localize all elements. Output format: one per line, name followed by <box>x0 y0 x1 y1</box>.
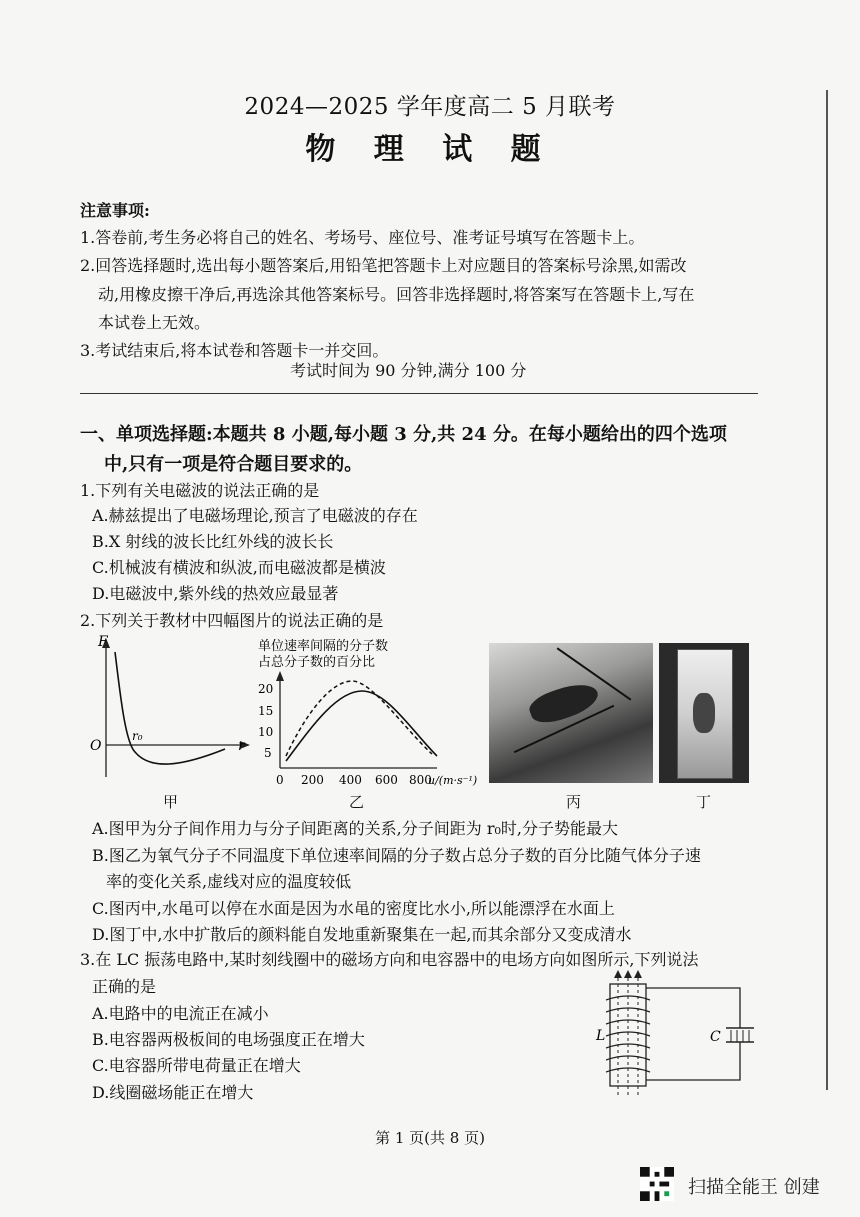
divider-rule <box>80 393 758 394</box>
fig-jia-caption: 甲 <box>163 793 179 811</box>
fig-yi-xtick-600: 600 <box>375 773 398 787</box>
q3-stem: 3.在 LC 振荡电路中,某时刻线圈中的磁场方向和电容器中的电场方向如图所示,下列说法 <box>80 950 699 969</box>
lc-label-c: C <box>710 1029 721 1045</box>
figure-lc-circuit <box>592 970 762 1100</box>
fig-yi-xtick-0: 0 <box>276 773 284 787</box>
notice-line-1: 1.答卷前,考生务必将自己的姓名、考场号、座位号、准考证号填写在答题卡上。 <box>80 228 645 247</box>
fig-yi-xlabel: u/(m·s⁻¹) <box>428 774 478 787</box>
q1-option-d: D.电磁波中,紫外线的热效应最显著 <box>92 584 339 603</box>
q1-option-a: A.赫兹提出了电磁场理论,预言了电磁波的存在 <box>92 506 418 525</box>
fig-yi-xtick-200: 200 <box>301 773 324 787</box>
fig-yi-ytick-15: 15 <box>258 704 274 718</box>
section1-heading: 一、单项选择题:本题共 8 小题,每小题 3 分,共 24 分。在每小题给出的四个选项 <box>80 424 727 445</box>
fig-yi-xtick-400: 400 <box>339 773 362 787</box>
fig-yi-caption: 乙 <box>349 793 365 811</box>
page-number: 第 1 页(共 8 页) <box>375 1129 485 1147</box>
fig-yi-ytick-5: 5 <box>264 746 272 760</box>
fig-bing-water-strider-photo <box>489 643 653 783</box>
fig-jia-origin: O <box>90 738 102 754</box>
q2-option-c: C.图丙中,水黾可以停在水面是因为水黾的密度比水小,所以能漂浮在水面上 <box>92 899 615 918</box>
q3-option-b: B.电容器两极板间的电场强度正在增大 <box>92 1030 365 1049</box>
q2-option-a: A.图甲为分子间作用力与分子间距离的关系,分子间距为 r₀时,分子势能最大 <box>92 819 618 838</box>
q3-option-c: C.电容器所带电荷量正在增大 <box>92 1056 301 1075</box>
qr-code-icon <box>640 1167 674 1201</box>
fig-yi-ytick-20: 20 <box>258 682 274 696</box>
fig-ding-diffusion-photo <box>659 643 749 783</box>
watermark-text: 扫描全能王 创建 <box>688 1177 820 1198</box>
exam-time-info: 考试时间为 90 分钟,满分 100 分 <box>290 361 527 380</box>
q3-option-d: D.线圈磁场能正在增大 <box>92 1083 254 1102</box>
q2-option-b: B.图乙为氧气分子不同温度下单位速率间隔的分子数占总分子数的百分比随气体分子速 <box>92 846 701 865</box>
fig-ding-caption: 丁 <box>696 793 712 811</box>
notice-line-4: 本试卷上无效。 <box>98 313 211 332</box>
exam-title: 2024—2025 学年度高二 5 月联考 <box>244 94 616 120</box>
q3-option-a: A.电路中的电流正在减小 <box>92 1004 269 1023</box>
q2-option-d: D.图丁中,水中扩散后的颜料能自发地重新聚集在一起,而其余部分又变成清水 <box>92 925 632 944</box>
fig-yi-ytick-10: 10 <box>258 725 274 739</box>
q1-option-c: C.机械波有横波和纵波,而电磁波都是横波 <box>92 558 386 577</box>
fig-jia-x-label: r <box>238 738 245 754</box>
q3-stem-cont: 正确的是 <box>92 977 157 996</box>
notice-line-2: 2.回答选择题时,选出每小题答案后,用铅笔把答题卡上对应题目的答案标号涂黑,如需改 <box>80 256 687 275</box>
subject-title: 物 理 试 题 <box>305 132 555 167</box>
section1-heading-cont: 中,只有一项是符合题目要求的。 <box>104 454 363 475</box>
fig-yi-ylabel-2: 占总分子数的百分比 <box>258 655 376 670</box>
fig-yi-xtick-800: 800 <box>409 773 432 787</box>
figure-jia-force-curve <box>90 632 260 792</box>
q1-stem: 1.下列有关电磁波的说法正确的是 <box>80 481 320 500</box>
scanner-watermark <box>640 1167 840 1201</box>
fig-jia-r0-mark: r₀ <box>132 729 143 743</box>
q2-stem: 2.下列关于教材中四幅图片的说法正确的是 <box>80 611 384 630</box>
fig-yi-ylabel-1: 单位速率间隔的分子数 <box>258 639 389 654</box>
notice-line-5: 3.考试结束后,将本试卷和答题卡一并交回。 <box>80 341 389 360</box>
notice-line-3: 动,用橡皮擦干净后,再选涂其他答案标号。回答非选择题时,将答案写在答题卡上,写在 <box>98 285 695 304</box>
lc-label-l: L <box>596 1028 606 1044</box>
figure-yi-speed-distribution <box>252 636 482 791</box>
fig-jia-y-label: F <box>98 634 108 650</box>
q1-option-b: B.X 射线的波长比红外线的波长长 <box>92 532 334 551</box>
page-edge-line <box>826 90 828 1090</box>
fig-bing-caption: 丙 <box>566 793 582 811</box>
q2-option-b-cont: 率的变化关系,虚线对应的温度较低 <box>106 872 352 891</box>
notice-heading: 注意事项: <box>80 201 150 220</box>
